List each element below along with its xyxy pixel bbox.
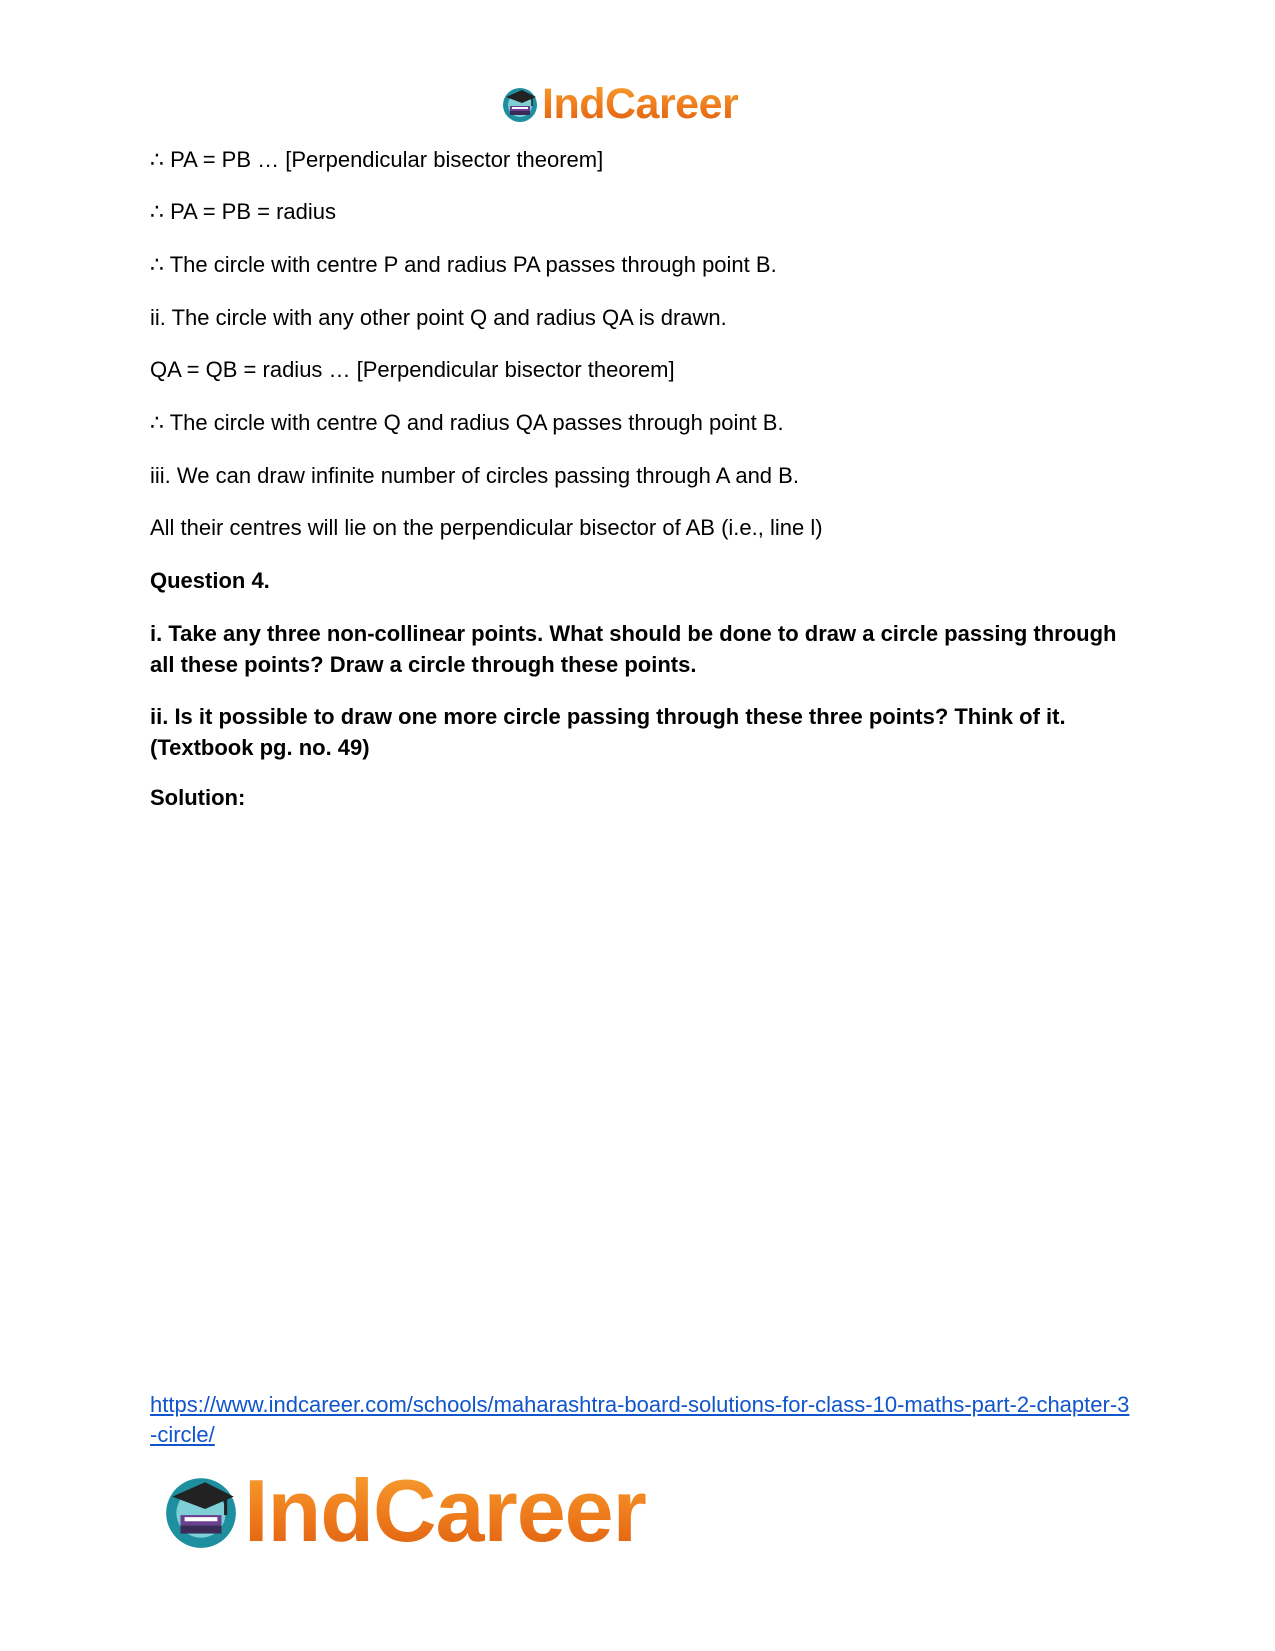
graduation-cap-icon (500, 84, 540, 124)
text-line: ∴ PA = PB = radius (150, 199, 337, 224)
header-logo-text: IndCareer (542, 80, 739, 128)
footer-logo (160, 1461, 646, 1560)
text-line: All their centres will lie on the perpendicular bisector of AB (i.e., line l) (150, 515, 823, 540)
solution-label: Solution: (150, 785, 246, 810)
footer-link-block (150, 1390, 1130, 1450)
header-logo (500, 82, 738, 126)
graduation-cap-icon (160, 1470, 242, 1552)
question-heading: Question 4. (150, 568, 270, 593)
text-line: ∴ The circle with centre Q and radius QA passes through point B. (150, 410, 784, 435)
source-link[interactable]: https://www.indcareer.com/schools/maharashtra-board-solutions-for-class-10-maths-part-2-chapter-3-circle/ (150, 1392, 1130, 1447)
text-line: ∴ PA = PB … [Perpendicular bisector theorem] (150, 147, 604, 172)
text-line: ∴ The circle with centre P and radius PA passes through point B. (150, 252, 777, 277)
text-line: QA = QB = radius … [Perpendicular bisector theorem] (150, 357, 675, 382)
question-part-i: i. Take any three non-collinear points. What should be done to draw a circle passing through all these points? Draw a circle through these points. (150, 621, 1117, 677)
footer-logo-text: IndCareer (244, 1461, 646, 1560)
question-part-ii: ii. Is it possible to draw one more circle passing through these three points? Think of it. (Textbook pg. no. 49) (150, 704, 1066, 760)
text-line: ii. The circle with any other point Q and radius QA is drawn. (150, 305, 727, 330)
text-line: iii. We can draw infinite number of circles passing through A and B. (150, 463, 799, 488)
